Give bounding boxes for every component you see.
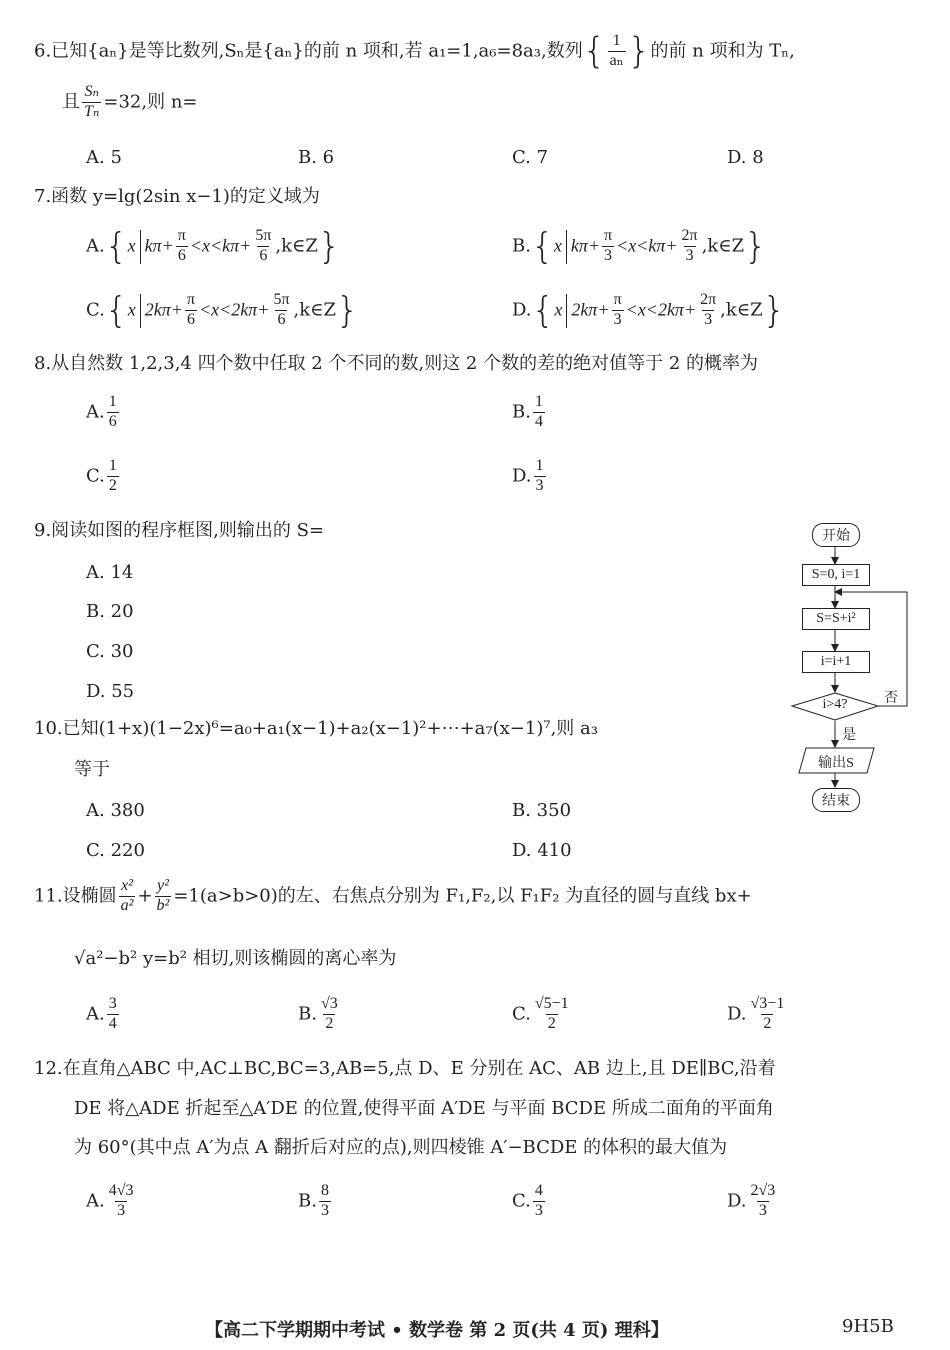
q10-option-d: D. 410 [512,840,572,861]
q12-option-d: D. $\frac{2√3}{3}$ [727,1182,776,1219]
q7-option-a: A.{x kπ+ $\frac{\pi}{6}$ <x<kπ+ $\frac{5\pi}{6}$ ,k∈Z} [86,226,341,267]
q6-option-c: C. 7 [512,147,549,168]
q6-ratio: $\frac{\text{Sₙ}}{\text{Tₙ}}$ [84,83,100,120]
q12-line3: 为 60°(其中点 A′为点 A 翻折后对应的点),则四棱锥 A′−BCDE 的体积的最大值为 [74,1137,728,1158]
q12-option-b: B. $\frac{8}{3}$ [298,1182,329,1219]
q9-option-b: B. 20 [86,601,134,622]
q11-option-d: D. $\frac{√3-1}{2}$ [727,995,785,1032]
q11-line1: 11.设椭圆 $\frac{\text{x²}}{\text{a²}}$ + $\frac{\text{y²}}{\text{b²}}$ =1(a>b>0)的左、右焦点分别为 F₁,F₂,以 F₁F₂ 为直径的圆与直线 bx+ [34,877,752,914]
q6-option-a: A. 5 [86,147,122,168]
q11-option-b: B. $\frac{√3}{2}$ [298,995,338,1032]
q9-option-d: D. 55 [86,681,135,702]
q8-option-a: A. $\frac{1}{6}$ [86,393,117,430]
q6-fraction: $\frac{1}{\text{aₙ}}$ [609,32,624,69]
q7-option-d: D.{x 2kπ+ $\frac{\pi}{3}$ <x<2kπ+ $\frac{2\pi}{3}$ ,k∈Z} [512,290,786,331]
flowchart-update-i: i=i+1 [802,651,870,673]
q9-option-a: A. 14 [86,562,134,583]
flowchart-update-s: S=S+i² [802,608,870,630]
q8-option-d: D. $\frac{1}{3}$ [512,457,544,494]
q8-option-c: C. $\frac{1}{2}$ [86,457,117,494]
q10-option-a: A. 380 [86,800,145,821]
q9-flowchart [780,515,920,815]
q11-option-a: A. $\frac{3}{4}$ [86,995,117,1032]
flowchart-no-label: 否 [884,690,898,706]
q10-option-c: C. 220 [86,840,145,861]
q11-line2: √a²−b² y=b² 相切,则该椭圆的离心率为 [74,948,397,969]
q12-line2: DE 将△ADE 折起至△A′DE 的位置,使得平面 A′DE 与平面 BCDE 所成二面角的平面角 [74,1098,774,1119]
q8-option-b: B. $\frac{1}{4}$ [512,393,543,430]
footer-center: 【高二下学期期中考试 • 数学卷 第 2 页(共 4 页) 理科】 [205,1320,669,1341]
q6-line2: 且 $\frac{\text{Sₙ}}{\text{Tₙ}}$ =32,则 n= [62,83,198,120]
q12-option-a: A. $\frac{4√3}{3}$ [86,1182,134,1219]
q8-stem: 8.从自然数 1,2,3,4 四个数中任取 2 个不同的数,则这 2 个数的差的绝对值等于 2 的概率为 [34,353,758,374]
flowchart-output: 输出S [818,756,854,771]
q7-option-c: C.{x 2kπ+ $\frac{\pi}{6}$ <x<2kπ+ $\frac{5\pi}{6}$ ,k∈Z} [86,290,359,331]
q11-option-c: C. $\frac{√5-1}{2}$ [512,995,569,1032]
q6-option-b: B. 6 [298,147,335,168]
q6-line1: 6.已知{aₙ}是等比数列,Sₙ是{aₙ}的前 n 项和,若 a₁=1,a₆=8a₃,数列{ $\frac{1}{\text{aₙ}}$ }的前 n 项和为 Tₙ, [34,30,795,72]
q12-line1: 12.在直角△ABC 中,AC⊥BC,BC=3,AB=5,点 D、E 分别在 AC、AB 边上,且 DE∥BC,沿着 [34,1058,776,1079]
q7-option-b: B.{x kπ+ $\frac{\pi}{3}$ <x<kπ+ $\frac{2\pi}{3}$ ,k∈Z} [512,226,767,267]
flowchart-condition: i>4? [822,697,848,712]
q10-option-b: B. 350 [512,800,572,821]
flowchart-init: S=0, i=1 [802,564,870,586]
flowchart-start: 开始 [812,523,860,547]
flowchart-yes-label: 是 [842,727,856,743]
q9-stem: 9.阅读如图的程序框图,则输出的 S= [34,520,325,541]
q6-text-b: 的前 n 项和为 Tₙ, [650,40,795,62]
q7-stem: 7.函数 y=lg(2sin x−1)的定义域为 [34,186,320,207]
flowchart-end: 结束 [812,788,860,812]
footer-code: 9H5B [842,1316,894,1337]
q6-text-a: 6.已知{aₙ}是等比数列,Sₙ是{aₙ}的前 n 项和,若 a₁=1,a₆=8a₃,数列 [34,40,583,62]
q12-option-c: C. $\frac{4}{3}$ [512,1182,543,1219]
q9-option-c: C. 30 [86,641,134,662]
q10-stem2: 等于 [74,759,110,780]
q6-option-d: D. 8 [727,147,764,168]
q10-stem: 10.已知(1+x)(1−2x)⁶=a₀+a₁(x−1)+a₂(x−1)²+⋯+a₇(x−1)⁷,则 a₃ [34,718,598,739]
